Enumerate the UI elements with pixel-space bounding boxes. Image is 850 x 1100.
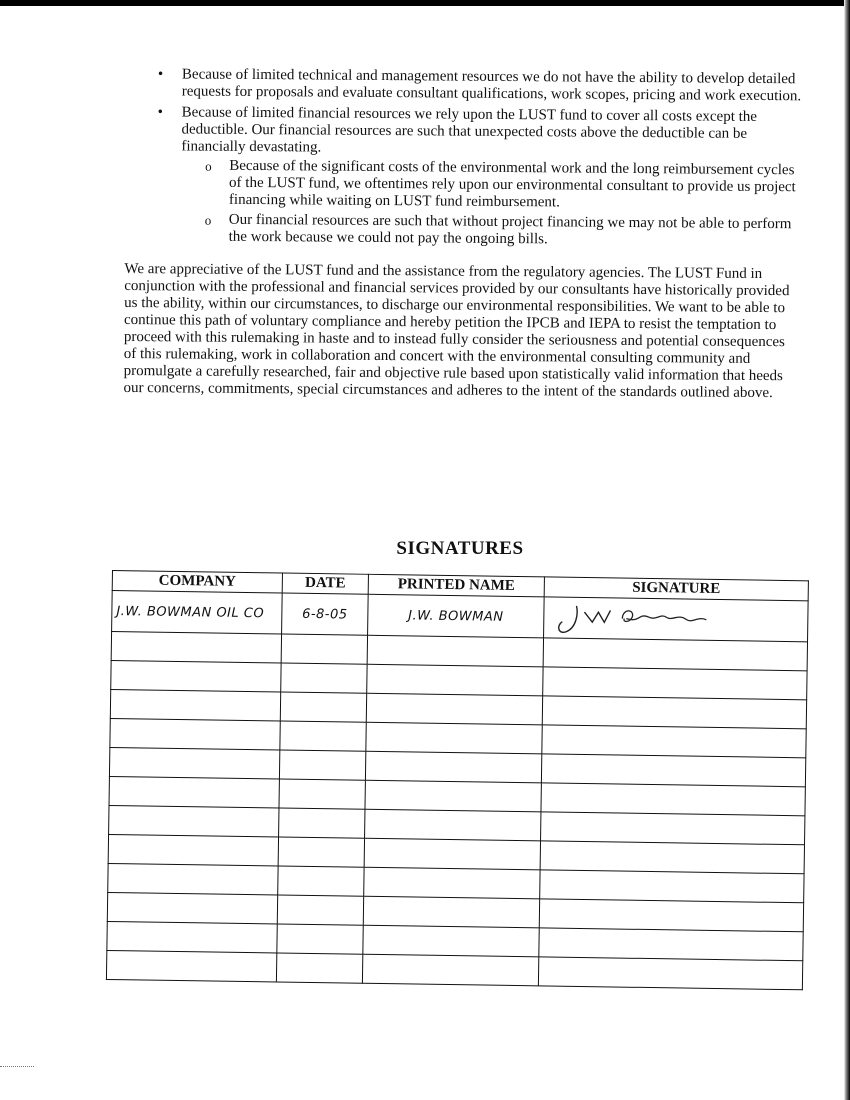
printed-name-cell[interactable] xyxy=(362,954,538,986)
signature-cell[interactable] xyxy=(541,754,805,787)
bullet-item xyxy=(182,66,802,105)
signature-cell[interactable] xyxy=(542,696,806,729)
bullet-list xyxy=(125,66,802,250)
signature-cell[interactable] xyxy=(539,899,803,932)
printed-name-cell[interactable] xyxy=(363,925,539,957)
company-cell[interactable]: J.W. BOWMAN OIL CO xyxy=(112,591,283,635)
signature-table-body xyxy=(106,591,808,990)
handwritten-signature xyxy=(548,597,749,640)
date-cell[interactable] xyxy=(278,837,364,867)
printed-name-cell[interactable]: J.W. BOWMAN xyxy=(368,594,545,638)
sub-bullet-list xyxy=(181,157,802,250)
company-cell[interactable] xyxy=(108,863,278,895)
sub-bullet-item xyxy=(229,212,801,250)
date-cell[interactable] xyxy=(277,924,363,954)
signature-cell[interactable] xyxy=(541,783,805,816)
signature-cell[interactable] xyxy=(543,638,807,671)
sub-bullet-item xyxy=(229,158,801,213)
date-cell[interactable] xyxy=(279,808,365,838)
company-cell[interactable] xyxy=(107,921,277,953)
signatures-heading xyxy=(0,538,850,560)
printed-name-cell[interactable] xyxy=(366,722,542,754)
signature-table xyxy=(106,570,809,990)
date-cell[interactable] xyxy=(276,953,362,983)
bullet-text: Because of limited financial resources we rely upon the LUST fund to cover all costs except the deductible. Our financial resources are such that unexpected costs above the deductible can be financially devastating. xyxy=(181,104,758,156)
printed-name-cell[interactable] xyxy=(365,780,541,812)
signature-table-wrap xyxy=(106,570,808,990)
company-cell[interactable] xyxy=(108,834,278,866)
company-cell[interactable] xyxy=(106,950,276,982)
date-cell[interactable] xyxy=(280,692,366,722)
header-printed-name: PRINTED NAME xyxy=(368,574,544,597)
company-cell[interactable] xyxy=(109,776,279,808)
company-cell[interactable] xyxy=(110,689,280,721)
document-body xyxy=(123,66,802,402)
company-cell[interactable] xyxy=(110,718,280,750)
signatures-title: SIGNATURES xyxy=(396,538,524,559)
header-date: DATE xyxy=(282,573,368,594)
company-cell[interactable] xyxy=(109,747,279,779)
date-cell[interactable] xyxy=(278,866,364,896)
bullet-item xyxy=(181,104,802,250)
company-cell[interactable] xyxy=(111,660,281,692)
closing-paragraph: We are appreciative of the LUST fund and the assistance from the regulatory agencies. The LUST Fund in conjunction with the professional and financial services provided by our consultants have historically provided us the ability, within our circumstances, to discharge our environmental responsibilities. We want to be able to continue this path of voluntary compliance and hereby petition the IPCB and IEPA to resist the temptation to proceed with this rulemaking in haste and to instead fully consider the seriousness and potential consequences of this rulemaking, work in collaboration and concert with the environmental consulting community and promulgate a carefully researched, fair and objective rule based upon statistically valid information that heeds our concerns, commitments, special circumstances and adheres to the intent of the standards outlined above. xyxy=(123,260,790,402)
printed-name-cell[interactable] xyxy=(367,635,543,667)
company-cell[interactable] xyxy=(109,805,279,837)
scan-speck xyxy=(0,1066,34,1067)
date-cell[interactable] xyxy=(280,721,366,751)
header-signature: SIGNATURE xyxy=(544,577,808,601)
signature-cell[interactable] xyxy=(540,870,804,903)
date-cell[interactable] xyxy=(281,634,367,664)
date-cell[interactable] xyxy=(277,895,363,925)
printed-name-cell[interactable] xyxy=(365,751,541,783)
printed-name-cell[interactable] xyxy=(367,664,543,696)
printed-name-cell[interactable] xyxy=(364,838,540,870)
date-cell[interactable] xyxy=(279,750,365,780)
date-cell[interactable]: 6-8-05 xyxy=(282,593,369,635)
date-cell[interactable] xyxy=(281,663,367,693)
printed-name-cell[interactable] xyxy=(365,809,541,841)
printed-name-cell[interactable] xyxy=(364,867,540,899)
signature-cell[interactable] xyxy=(538,957,802,990)
signature-cell[interactable] xyxy=(543,667,807,700)
signature-cell[interactable] xyxy=(542,725,806,758)
printed-name-cell[interactable] xyxy=(366,693,542,725)
printed-name-cell[interactable] xyxy=(363,896,539,928)
signature-cell[interactable] xyxy=(540,841,804,874)
signature-cell[interactable] xyxy=(544,597,809,642)
scan-edge-top xyxy=(0,0,850,6)
bullet-text: Because of limited technical and management resources we do not have the ability to develop detailed requests for proposals and evaluate consultant qualifications, work scopes, pricing and work execution. xyxy=(181,66,802,105)
header-company: COMPANY xyxy=(112,571,282,594)
sub-bullet-text: Our financial resources are such that without project financing we may not be able to perform the work because we could not pay the ongoing bills. xyxy=(228,211,792,248)
signature-cell[interactable] xyxy=(539,928,803,961)
company-cell[interactable] xyxy=(107,892,277,924)
sub-bullet-text: Because of the significant costs of the environmental work and the long reimbursement cycles of the LUST fund, we oftentimes rely upon our environmental consultant to provide us project financing while waiting on LUST fund reimbursement. xyxy=(228,157,796,211)
date-cell[interactable] xyxy=(279,779,365,809)
company-cell[interactable] xyxy=(111,632,281,664)
signature-cell[interactable] xyxy=(541,812,805,845)
